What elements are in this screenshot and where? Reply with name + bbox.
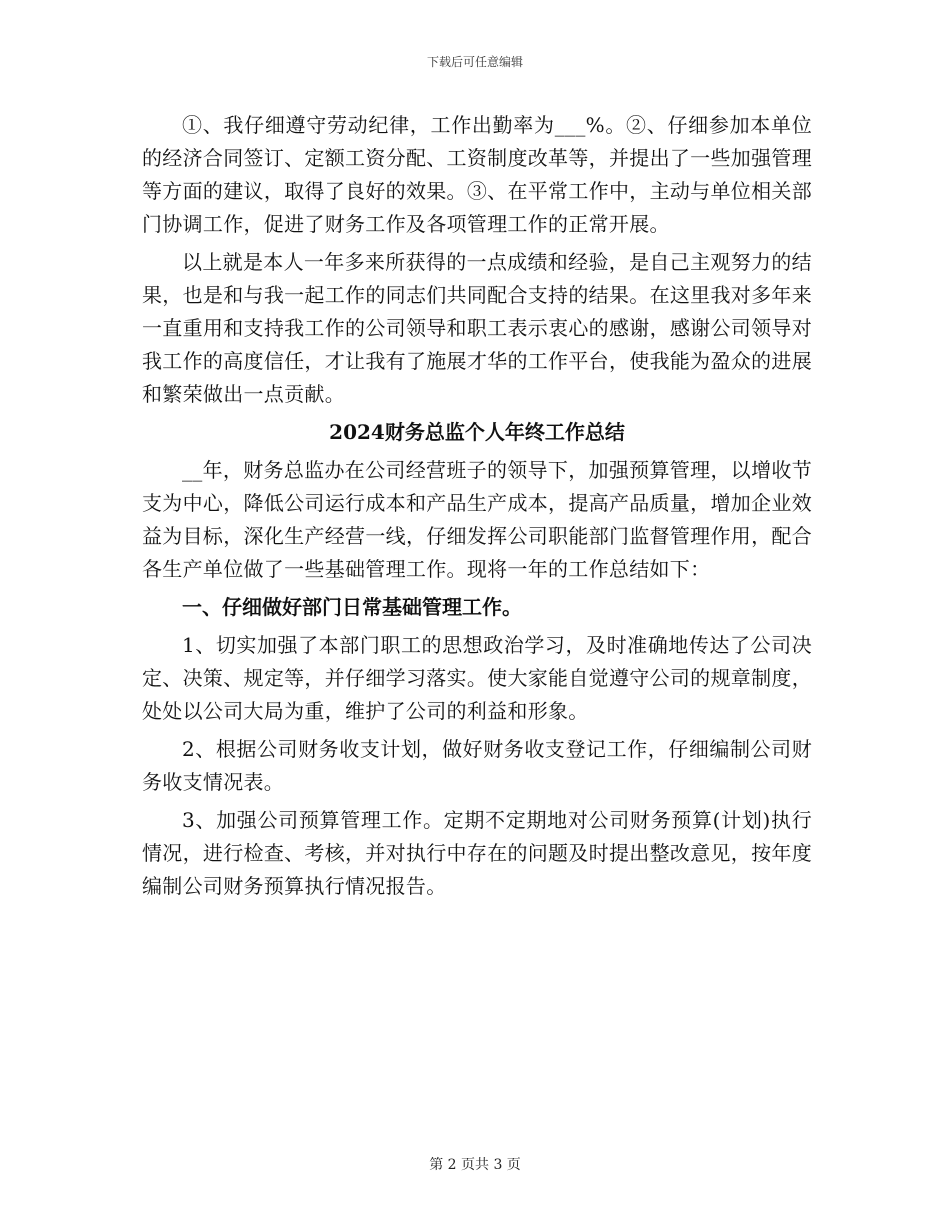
list-item: 1、切实加强了本部门职工的思想政治学习，及时准确地传达了公司决定、决策、规定等，并仔细学习落实。使大家能自觉遵守公司的规章制度，处处以公司大局为重，维护了公司的利益和形象。 (142, 633, 812, 723)
paragraph-intro: __年，财务总监办在公司经营班子的领导下，加强预算管理，以增收节支为中心，降低公司运行成本和产品生产成本，提高产品质量，增加企业效益为目标，深化生产经营一线，仔细发挥公司职能部门监督管理作用，配合各生产单位做了一些基础管理工作。现将一年的工作总结如下： (142, 458, 812, 581)
list-item: 3、加强公司预算管理工作。定期不定期地对公司财务预算(计划)执行情况，进行检查、考核，并对执行中存在的问题及时提出整改意见，按年度编制公司财务预算执行情况报告。 (142, 808, 812, 898)
section-heading-1: 一、仔细做好部门日常基础管理工作。 (182, 595, 522, 619)
document-body (142, 109, 812, 908)
list-item: 2、根据公司财务收支计划，做好财务收支登记工作，仔细编制公司财务收支情况表。 (142, 737, 812, 794)
paragraph-work-discipline: ①、我仔细遵守劳动纪律，工作出勤率为___%。②、仔细参加本单位的经济合同签订、定额工资分配、工资制度改革等，并提出了一些加强管理等方面的建议，取得了良好的效果。③、在平常工作中，主动与单位相关部门协调工作，促进了财务工作及各项管理工作的正常开展。 (142, 113, 812, 236)
paragraph-acknowledgement: 以上就是本人一年多来所获得的一点成绩和经验，是自己主观努力的结果，也是和与我一起工作的同志们共同配合支持的结果。在这里我对多年来一直重用和支持我工作的公司领导和职工表示衷心的感谢，感谢公司领导对我工作的高度信任，才让我有了施展才华的工作平台，使我能为盈众的进展和繁荣做出一点贡献。 (142, 250, 812, 406)
page-number: 第 2 页共 3 页 (429, 1157, 521, 1173)
document-title: 2024财务总监个人年终工作总结 (329, 420, 625, 444)
page-header-note: 下载后可任意编辑 (426, 55, 523, 69)
